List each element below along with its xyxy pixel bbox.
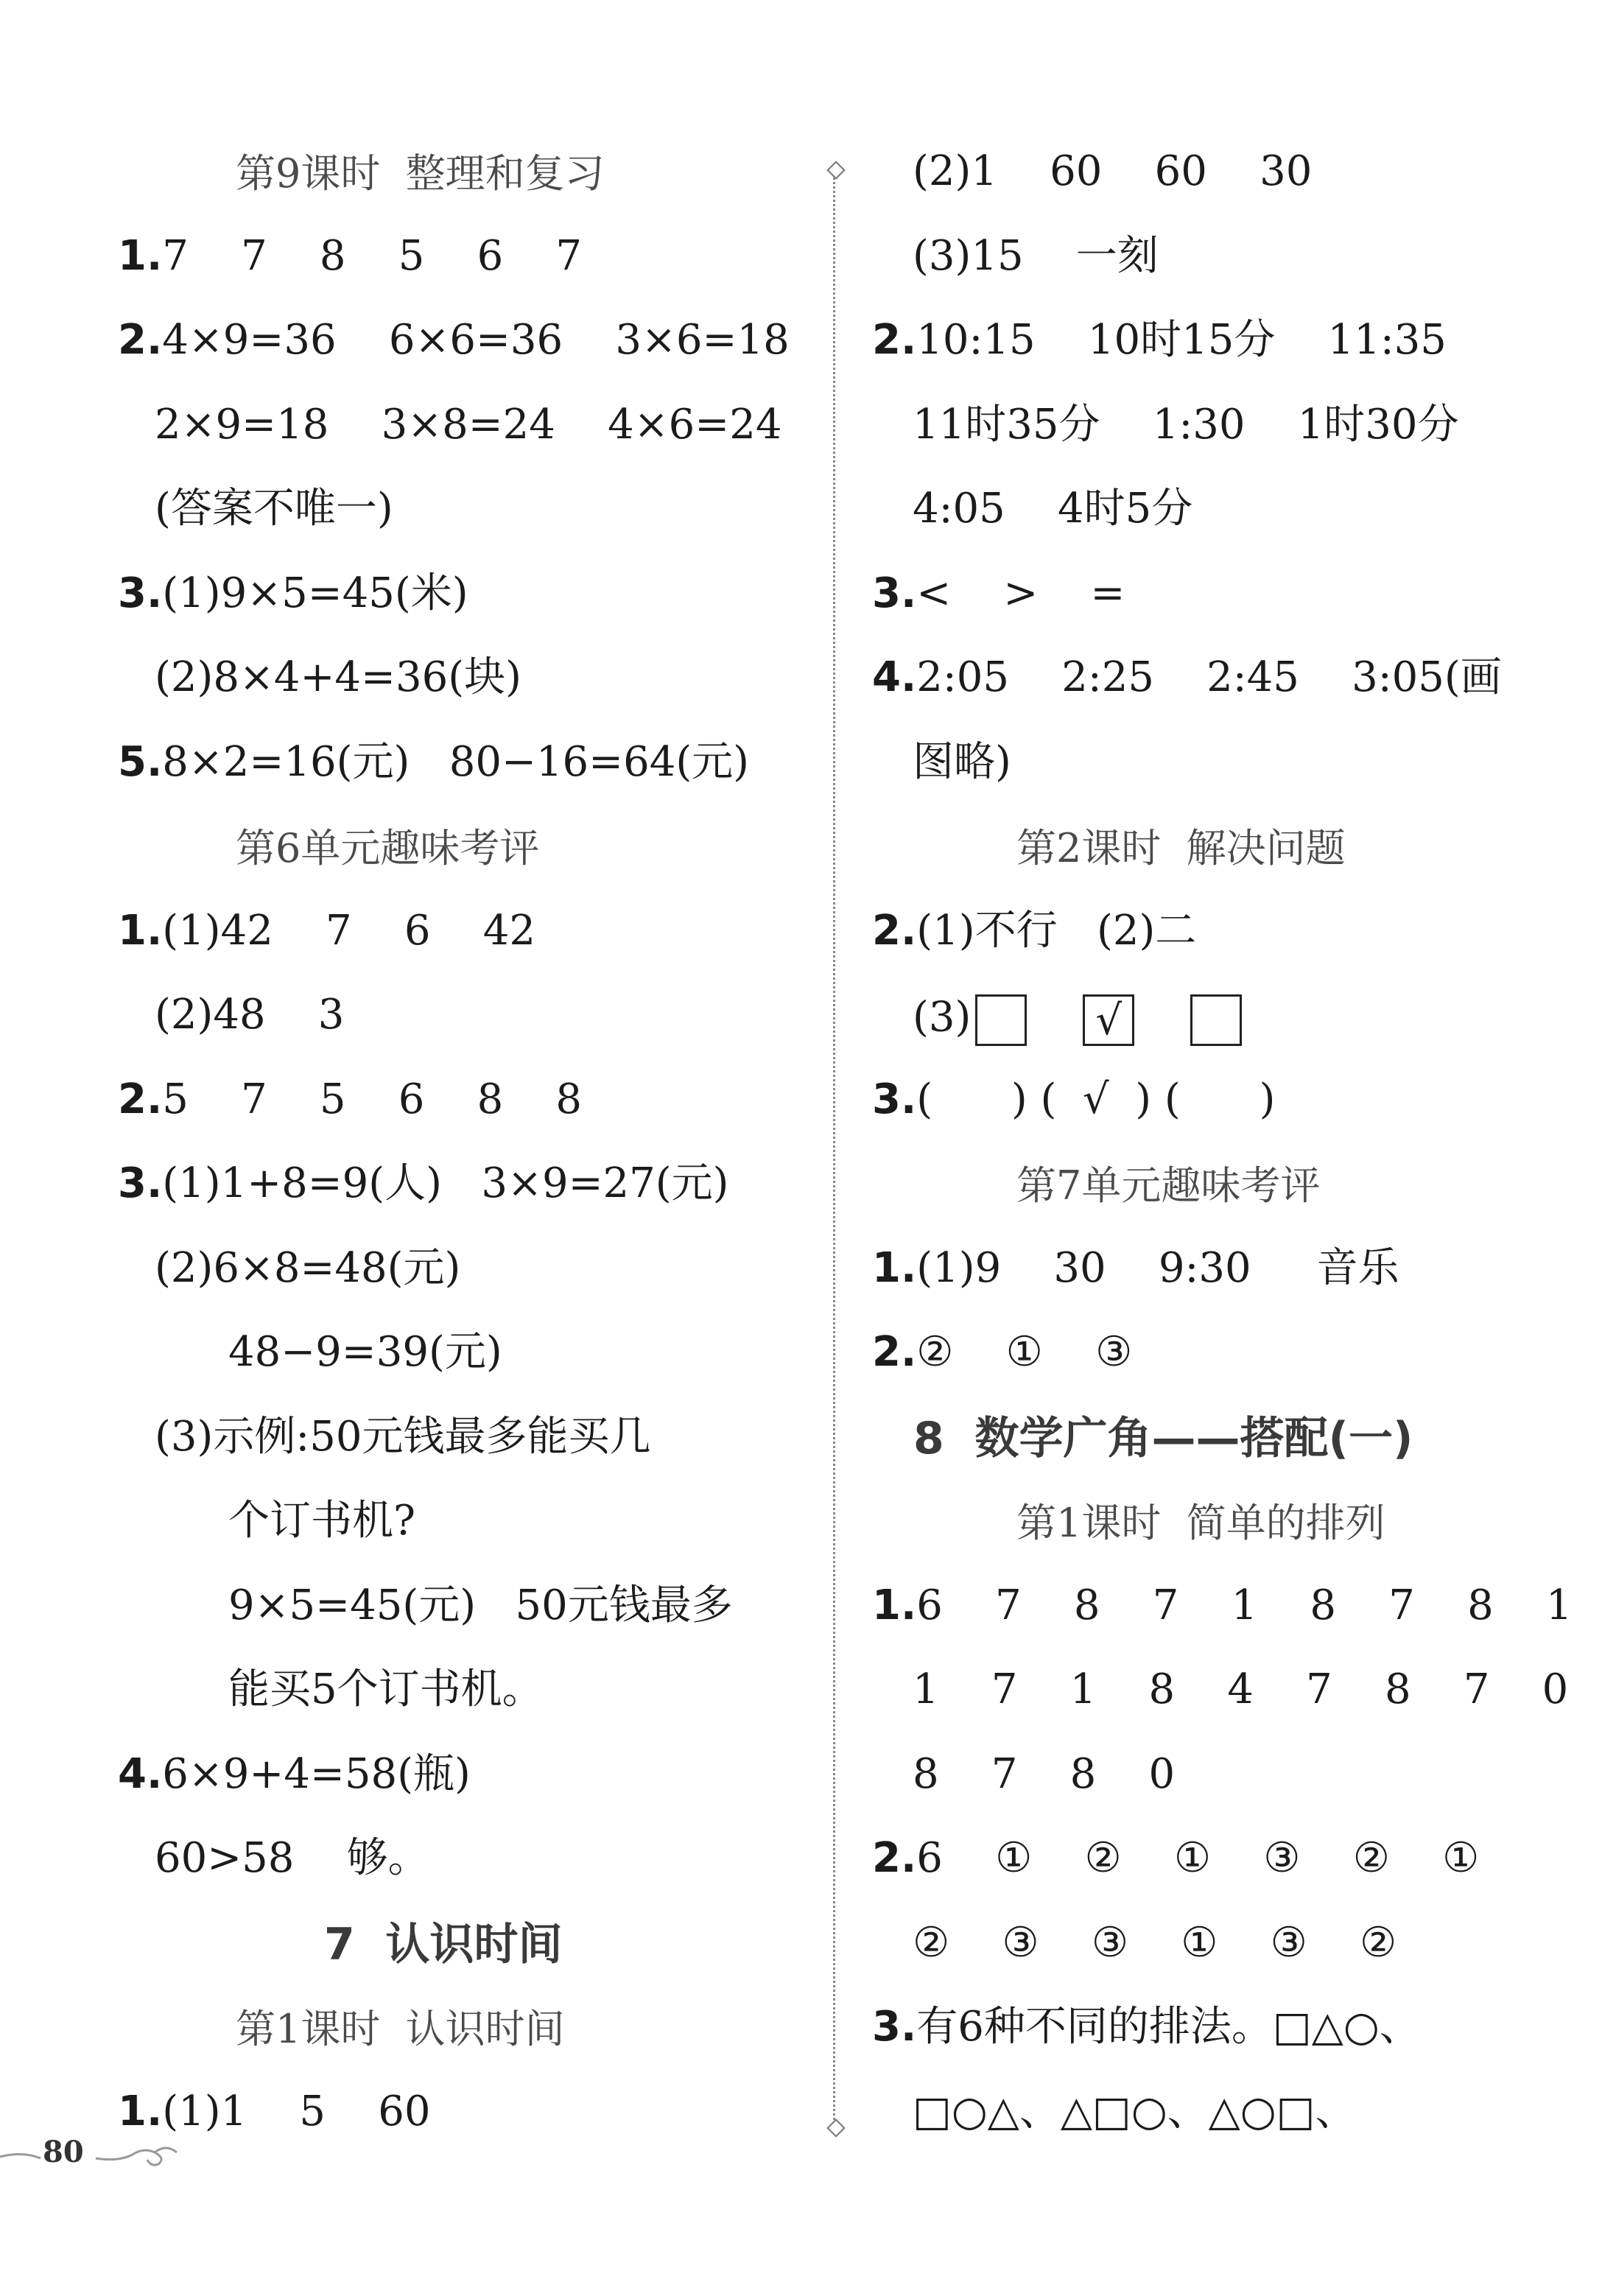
question-number: 2. [118,316,163,364]
answer-text: 11时35分 1:30 1时30分 [913,400,1459,449]
answer-text: 60>58 够。 [155,1834,429,1882]
answer-line [913,2087,1357,2135]
answer-line [872,1581,1573,1629]
question-number: 1. [118,231,163,280]
answer-text: ② ① ③ [916,1328,1133,1376]
answer-text: 10:15 10时15分 11:35 [916,316,1447,364]
divider-ornament-bottom [826,2118,845,2137]
answer-line [155,1243,461,1292]
answer-box [975,994,1027,1046]
answer-line [155,1412,651,1461]
answer-box: √ [1083,994,1134,1046]
answer-line [872,906,1197,955]
answer-line [118,1749,471,1798]
answer-text: (2)48 3 [155,991,345,1039]
answer-line [118,737,750,786]
answer-text: (1)42 7 6 42 [162,906,535,955]
answer-text: 9×5=45(元) 50元钱最多 [228,1581,733,1629]
answer-text: 2:05 2:25 2:45 3:05(画 [916,653,1502,701]
question-number: 1. [118,2087,163,2135]
answer-line [118,231,583,280]
answer-line [913,994,1293,1046]
unit-title: 7 认识时间 [324,1918,563,1970]
answer-line [913,231,1159,280]
answer-line [872,653,1502,701]
answer-text: 6 7 8 7 1 8 7 8 1 [916,1581,1573,1629]
answer-line [118,1159,729,1207]
question-number: 1. [872,1243,917,1292]
answer-text: 个订书机? [228,1497,416,1545]
answer-line [913,1918,1397,1967]
answer-text: (1)9 30 9:30 音乐 [916,1243,1399,1292]
answer-text: 7 7 8 5 6 7 [162,231,583,280]
answer-text: 5 7 5 6 8 8 [162,1075,583,1123]
page-corner-swirl [0,2121,192,2173]
answer-line [913,1749,1176,1798]
answer-text: (1)1 5 60 [162,2087,431,2135]
answer-line [872,316,1447,364]
answer-text: (1)9×5=45(米) [162,569,468,617]
answer-text: 图略) [913,737,1011,786]
answer-text: 2×9=18 3×8=24 4×6=24 [155,400,782,449]
section-heading: 第2课时 解决问题 [1016,825,1346,871]
answer-line [872,1328,1133,1376]
question-number: 3. [118,569,163,617]
question-number: 2. [872,1834,917,1882]
page-number: 80 [43,2135,84,2169]
answer-text: (1)1+8=9(人) 3×9=27(元) [162,1159,729,1207]
answer-line [872,2003,1421,2051]
answer-line [228,1581,733,1629]
question-number: 2. [118,1075,163,1123]
question-number: 2. [872,906,917,955]
answer-text: 8 7 8 0 [913,1749,1176,1798]
answer-line [913,1665,1569,1713]
divider-ornament-top [826,161,845,179]
question-number: 5. [118,737,163,786]
answer-text: 6×9+4=58(瓶) [162,1749,471,1798]
question-number: 1. [872,1581,917,1629]
answer-line [155,653,521,701]
answer-text: (2)1 60 60 30 [913,147,1313,195]
question-number: 3. [118,1159,163,1207]
question-number: 3. [872,569,917,617]
question-number: 4. [872,653,917,701]
section-heading: 第7单元趣味考评 [1016,1162,1321,1209]
answer-text: < > = [916,569,1125,617]
answer-line [913,485,1193,533]
answer-line [872,569,1125,617]
section-heading: 第9课时 整理和复习 [236,150,605,197]
answer-text: (3)示例:50元钱最多能买几 [155,1412,651,1461]
answer-prefix: (3) [913,993,972,1042]
answer-box [1190,994,1242,1046]
answer-line [155,485,393,533]
answer-text: ( ) ( √ ) ( ) [916,1075,1276,1123]
answer-line [155,400,782,449]
answer-text: 能买5个订书机。 [228,1665,544,1713]
section-heading: 第1课时 认识时间 [236,2006,565,2052]
section-heading: 第1课时 简单的排列 [1016,1500,1385,1546]
section-heading: 第6单元趣味考评 [236,825,540,871]
answer-line [872,1075,1276,1123]
answer-line [118,316,790,364]
question-number: 2. [872,1328,917,1376]
answer-line [155,1834,429,1882]
question-number: 3. [872,1075,917,1123]
answer-line [872,1834,1480,1882]
answer-text: 4×9=36 6×6=36 3×6=18 [162,316,790,364]
answer-line [118,1075,583,1123]
answer-line [155,991,345,1039]
answer-line [228,1665,544,1713]
answer-text: □○△、△□○、△○□、 [913,2087,1357,2135]
answer-line [913,147,1313,195]
answer-text: (答案不唯一) [155,485,393,533]
answer-text: 1 7 1 8 4 7 8 7 0 [913,1665,1569,1713]
answer-text: 有6种不同的排法。□△○、 [916,2003,1421,2051]
answer-text: 8×2=16(元) 80−16=64(元) [162,737,750,786]
answer-line [913,400,1459,449]
answer-line [118,569,468,617]
answer-text: 6 ① ② ① ③ ② ① [916,1834,1480,1882]
answer-text: (1)不行 (2)二 [916,906,1197,955]
answer-text: (3)15 一刻 [913,231,1159,280]
question-number: 2. [872,316,917,364]
question-number: 3. [872,2003,917,2051]
answer-line [872,1243,1399,1292]
answer-text: ② ③ ③ ① ③ ② [913,1918,1397,1967]
answer-line [118,906,535,955]
answer-text: 4:05 4时5分 [913,485,1193,533]
answer-text: (2)8×4+4=36(块) [155,653,521,701]
answer-line [228,1497,416,1545]
column-divider [833,169,835,2129]
answer-line [913,737,1011,786]
unit-title: 8 数学广角——搭配(一) [913,1412,1413,1464]
answer-text: 48−9=39(元) [228,1328,502,1376]
answer-text: (2)6×8=48(元) [155,1243,461,1292]
question-number: 1. [118,906,163,955]
question-number: 4. [118,1749,163,1798]
answer-line [228,1328,502,1376]
